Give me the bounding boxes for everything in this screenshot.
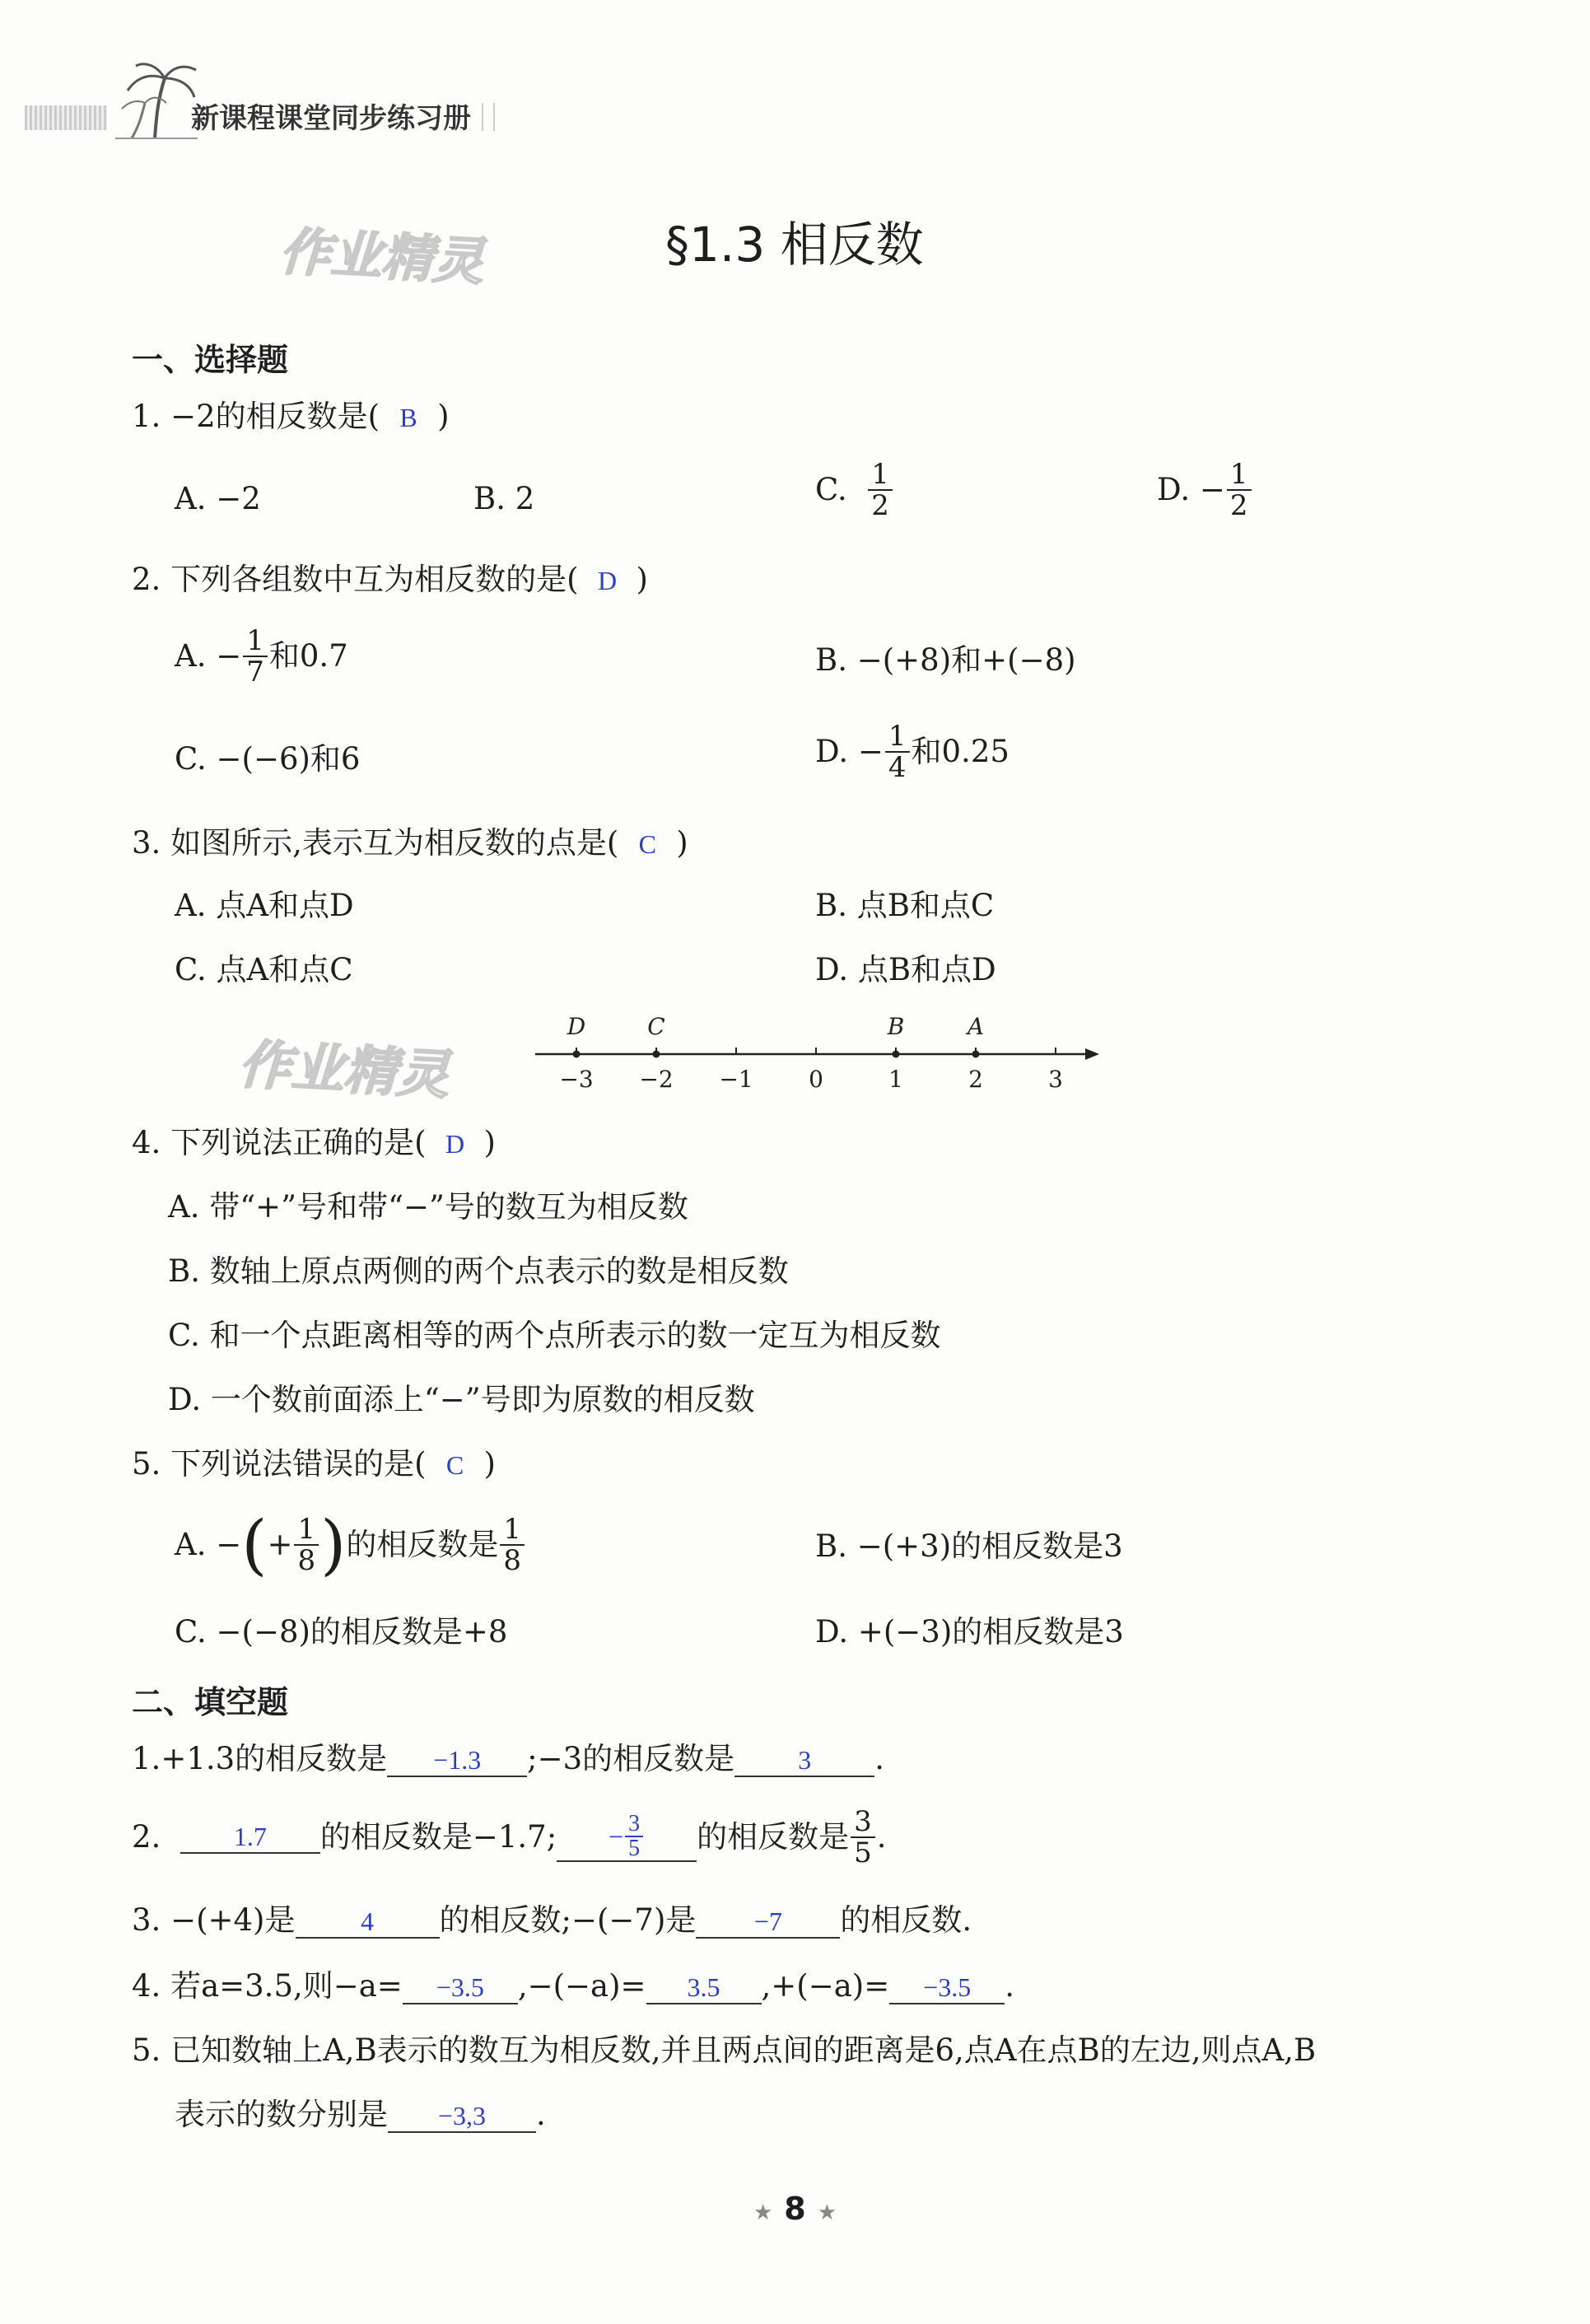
question-text: . [1005,1968,1014,2004]
option-c: C. −(−8)的相反数是+8 [175,1614,508,1650]
question-number: 3. [132,1902,161,1938]
option-c: C. 和一个点距离相等的两个点所表示的数一定互为相反数 [168,1318,941,1353]
question-text: ;−3的相反数是 [527,1741,735,1776]
page-title: §1.3 相反数 [665,217,924,273]
question-stem: 如图所示,表示互为相反数的点是( [170,825,619,861]
denominator: 8 [503,1544,521,1577]
page-number [0,2191,1590,2227]
book-title: 新课程课堂同步练习册 [191,102,471,135]
answer-blank: 1.7 [180,1821,320,1854]
question-1 [132,399,450,436]
tick-label: 0 [809,1066,823,1093]
denominator: 2 [871,489,889,522]
question-text: 若a=3.5,则−a= [170,1968,403,2004]
fill-question-1 [132,1741,884,1777]
numerator: 1 [868,460,893,491]
option-label: A. − [175,638,242,674]
question-text: . [874,1741,884,1776]
fill-question-2 [132,1807,887,1868]
point-label: C [647,1013,665,1040]
plus-sign: + [267,1527,293,1562]
question-stem: −2的相反数是( [170,399,380,434]
question-4 [132,1125,496,1162]
answer-blank: −3.5 [889,1972,1005,2004]
option-a: A. −2 [175,481,261,516]
watermark: 作业精灵 [236,1034,451,1107]
tick-label: 1 [888,1066,903,1093]
option-a: A. 点A和点D [175,888,354,923]
question-stem: 下列说法正确的是( [170,1125,427,1160]
answer-blank: 3 [734,1744,874,1777]
option-b: B. 2 [473,481,535,516]
option-text: 的相反数是 [346,1527,499,1562]
right-paren: ) [320,1506,347,1583]
question-number: 4. [132,1968,161,2004]
point-a [972,1051,980,1058]
page-number-value: 8 [784,2191,806,2227]
watermark: 作业精灵 [277,221,486,292]
option-b: B. −(+8)和+(−8) [815,642,1076,678]
option-d: D. +(−3)的相反数是3 [815,1614,1124,1650]
option-a [175,626,348,687]
option-b: B. −(+3)的相反数是3 [815,1528,1123,1564]
answer-blank: 4 [296,1906,440,1939]
question-5 [132,1446,496,1483]
answer-blank: −3.5 [403,1972,518,2004]
option-d [1157,460,1253,520]
question-stem: 下列说法错误的是( [170,1446,427,1482]
fraction [885,721,910,782]
numerator: 3 [851,1807,875,1838]
question-2 [132,562,648,599]
question-text: +1.3的相反数是 [161,1741,388,1776]
fraction [868,460,893,520]
option-text: 和0.7 [268,638,348,674]
denominator: 8 [297,1544,316,1577]
tick-label: −1 [719,1066,753,1093]
section-heading-choice: 一、选择题 [132,342,289,378]
question-text: 已知数轴上A,B表示的数互为相反数,并且两点间的距离是6,点A在点B的左边,则点A,B [170,2032,1317,2068]
number-line-arrow [1085,1048,1099,1060]
numerator: 3 [625,1813,643,1837]
tick-label: 2 [968,1066,983,1093]
star-icon: ★ [817,2200,837,2225]
question-number: 1. [132,399,161,434]
header-decor-bar [25,105,107,130]
question-number: 1. [132,1741,161,1776]
answer-blank: −3,3 [388,2100,536,2133]
numerator: 1 [243,626,268,657]
answer-blank: −7 [696,1906,840,1939]
answer-blank: −1.3 [387,1744,527,1777]
number-line [527,1005,1103,1104]
denominator: 4 [888,751,907,784]
option-text: 和0.25 [911,734,1009,769]
question-number: 5. [132,1446,161,1482]
tick-label: −2 [639,1066,674,1093]
option-d: D. 一个数前面添上“−”号即为原数的相反数 [168,1382,755,1417]
option-a [175,1506,526,1583]
answer-mark: B [399,403,417,432]
question-paren: ) [437,399,450,434]
star-icon: ★ [753,2200,773,2225]
option-c [815,460,894,520]
question-text: −(+4)是 [170,1902,296,1938]
option-label: A. − [175,1527,242,1562]
point-c [653,1051,660,1058]
numerator: 1 [1227,460,1252,491]
fraction [294,1514,319,1575]
answer-mark: C [445,1450,464,1480]
numerator: 1 [885,721,910,753]
denominator: 7 [246,656,264,688]
option-b: B. 点B和点C [815,888,995,923]
question-text: 表示的数分别是 [175,2097,388,2132]
question-paren: ) [676,825,688,861]
fraction [851,1807,875,1868]
question-text: 的相反数是 [697,1819,850,1855]
question-3 [132,825,688,862]
palm-tree-icon [115,58,198,140]
option-a: A. 带“+”号和带“−”号的数互为相反数 [168,1189,688,1225]
fill-question-3 [132,1902,972,1939]
answer-mark: C [638,829,656,859]
fraction [500,1514,525,1575]
denominator: 2 [1229,489,1248,522]
option-c: C. 点A和点C [175,952,353,987]
denominator: 5 [628,1836,641,1861]
option-label: D. − [1157,472,1225,507]
question-text: ,−(−a)= [517,1968,646,2004]
question-paren: ) [483,1446,496,1482]
question-number: 2. [132,1819,161,1855]
point-label: A [967,1013,985,1040]
fraction [1227,460,1252,520]
option-c: C. −(−6)和6 [175,741,361,777]
question-text: 的相反数. [840,1902,972,1938]
option-label: C. [815,472,847,507]
option-label: D. − [815,734,884,769]
question-number: 4. [132,1125,161,1160]
question-number: 2. [132,562,161,597]
question-stem: 下列各组数中互为相反数的是( [170,562,579,597]
fraction [625,1813,643,1860]
question-text: . [536,2097,546,2132]
left-paren: ( [241,1506,268,1583]
point-b [893,1051,900,1058]
answer-blank [557,1813,697,1862]
question-text: 的相反数;−(−7)是 [439,1902,697,1938]
point-label: D [567,1013,586,1040]
point-d [573,1051,581,1058]
question-paren: ) [483,1125,496,1160]
option-b: B. 数轴上原点两侧的两个点表示的数是相反数 [168,1253,789,1289]
fraction [243,626,268,687]
tick-label: −3 [559,1066,594,1093]
section-heading-fill: 二、填空题 [132,1684,289,1720]
answer-blank: 3.5 [646,1972,762,2004]
answer-mark: D [597,566,618,595]
fill-question-4 [132,1968,1014,2004]
numerator: 1 [294,1514,319,1546]
fill-question-5-line2 [175,2097,546,2133]
fill-question-5 [132,2032,1316,2069]
question-number: 5. [132,2032,161,2068]
minus-sign: − [608,1822,624,1851]
question-text: 的相反数是−1.7; [319,1819,557,1855]
question-paren: ) [636,562,648,597]
header-divider [482,103,495,131]
option-d [815,721,1009,782]
question-text: . [876,1819,887,1855]
question-number: 3. [132,825,161,861]
option-d: D. 点B和点D [815,952,996,987]
question-text: ,+(−a)= [761,1968,890,2004]
tick-label: 3 [1048,1066,1063,1093]
numerator: 1 [500,1514,525,1546]
denominator: 5 [854,1836,872,1869]
answer-mark: D [445,1129,465,1159]
point-label: B [887,1013,905,1040]
